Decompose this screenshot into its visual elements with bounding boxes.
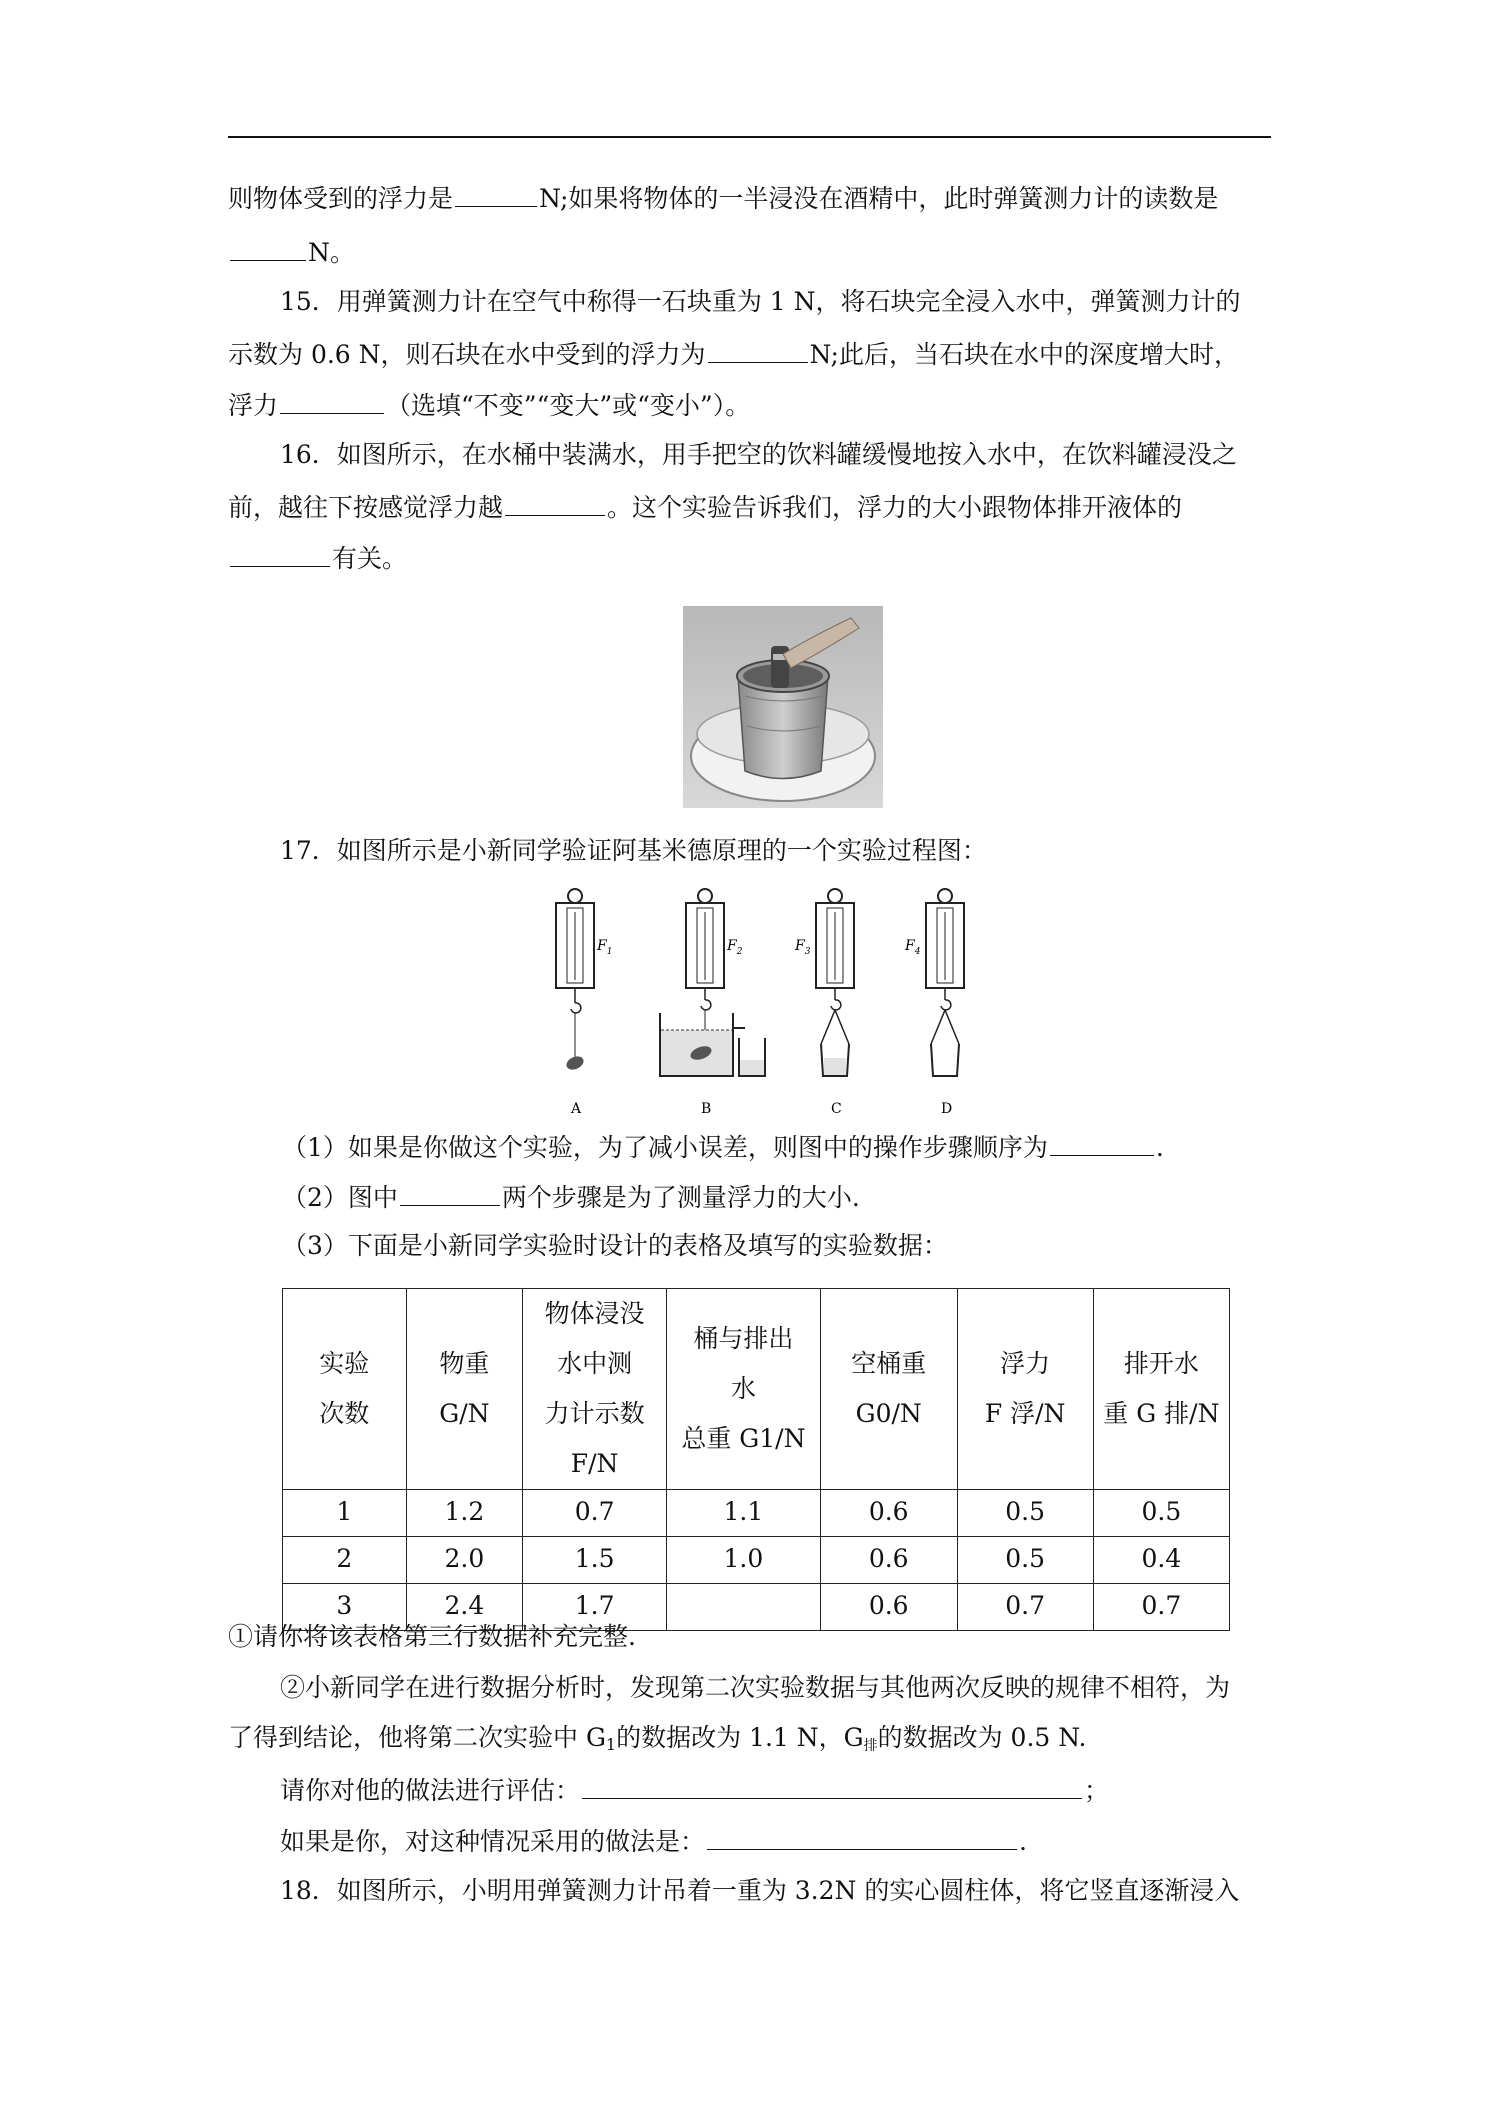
table-cell: 1.0 [666,1537,820,1584]
header-cell: 物重 G/N [406,1289,523,1490]
answer-blank[interactable] [708,338,808,363]
step-label-c: C [831,1101,842,1117]
q16-line-3 [228,542,407,574]
q17-part3: （3）下面是小新同学实验时设计的表格及填写的实验数据： [282,1231,948,1260]
subscript: 1 [605,1735,617,1754]
table-cell: 1.5 [523,1537,667,1584]
text: . [1019,1827,1027,1856]
q15-line-3 [228,389,750,421]
table-cell: 0.5 [957,1537,1093,1584]
answer-blank[interactable] [707,1825,1017,1850]
text: 前，越往下按感觉浮力越 [228,493,504,522]
bucket-photo [683,606,883,808]
text: ； [1084,1776,1110,1805]
step-label-b: B [701,1101,712,1117]
table-cell: 0.6 [820,1584,957,1631]
table-cell-empty[interactable] [666,1584,820,1631]
table-cell: 1.2 [406,1490,523,1537]
header-cell: 桶与排出 水 总重 G1/N [666,1289,820,1490]
header-cell: 空桶重 G0/N [820,1289,957,1490]
answer-blank[interactable] [230,542,330,567]
text: （2）图中 [282,1183,398,1212]
table-cell: 0.7 [1093,1584,1229,1631]
q16-line-1: 16．如图所示，在水桶中装满水，用手把空的饮料罐缓慢地按入水中，在饮料罐浸没之 [280,440,1237,469]
text: 示数为 0.6 N，则石块在水中受到的浮力为 [228,340,706,369]
step-label-a: A [571,1101,582,1117]
scale-a [556,889,612,1117]
header-cell: 排开水 重 G 排/N [1093,1289,1229,1490]
table-cell: 0.4 [1093,1537,1229,1584]
table-cell: 2.4 [406,1584,523,1631]
text: 两个步骤是为了测量浮力的大小. [501,1183,860,1212]
q17-part1 [282,1131,1164,1163]
text: 则物体受到的浮力是 [228,184,454,213]
answer-blank[interactable] [400,1181,500,1206]
force-label-f3: $F_3$ [795,938,811,957]
q14-line-2 [228,236,355,268]
text: 有关。 [332,544,408,573]
text: 了得到结论，他将第二次实验中 G [228,1723,606,1752]
table-cell: 0.5 [957,1490,1093,1537]
force-label-f1: $F_1$ [597,938,613,957]
table-cell: 1.7 [523,1584,667,1631]
force-label-f4: $F_4$ [905,938,921,957]
method-line [280,1825,1027,1857]
scale-d [904,889,964,1117]
note-1: ①请你将该表格第三行数据补充完整. [228,1622,636,1651]
header-cell: 浮力 F 浮/N [957,1289,1093,1490]
header-cell: 实验 次数 [283,1289,407,1490]
table-cell: 3 [283,1584,407,1631]
note-2-line-1: ②小新同学在进行数据分析时，发现第二次实验数据与其他两次反映的规律不相符，为 [280,1673,1231,1702]
text: . [1155,1133,1164,1162]
text: （1）如果是你做这个实验，为了减小误差，则图中的操作步骤顺序为 [282,1133,1048,1162]
answer-blank[interactable] [505,491,605,516]
q15-line-2 [228,338,1239,370]
text: N;如果将物体的一半浸没在酒精中，此时弹簧测力计的读数是 [539,184,1219,213]
q16-line-2 [228,491,1182,523]
header-rule [228,136,1271,138]
text: 的数据改为 0.5 N. [877,1723,1087,1752]
subscript: 排 [863,1738,878,1754]
table-cell: 0.7 [523,1490,667,1537]
answer-blank[interactable] [455,182,537,207]
answer-blank[interactable] [280,389,384,414]
text: （选填“不变”“变大”或“变小”）。 [386,391,751,420]
force-label-f2: $F_2$ [727,938,743,957]
text: 如果是你，对这种情况采用的做法是： [280,1827,706,1856]
scale-c [794,889,854,1117]
q18-line-1: 18．如图所示，小明用弹簧测力计吊着一重为 3.2N 的实心圆柱体，将它竖直逐渐浸入 [280,1876,1240,1905]
table-cell: 0.6 [820,1537,957,1584]
table-cell: 2 [283,1537,407,1584]
note-2-line-2 [228,1723,1086,1757]
header-cell: 物体浸没 水中测 力计示数 F/N [523,1289,667,1490]
table-cell: 2.0 [406,1537,523,1584]
table-header-row [283,1289,1230,1490]
table-row [283,1490,1230,1537]
text: N。 [308,238,355,267]
table-cell: 0.6 [820,1490,957,1537]
table-cell: 0.5 [1093,1490,1229,1537]
text: N;此后，当石块在水中的深度增大时， [809,340,1239,369]
table-cell: 0.7 [957,1584,1093,1631]
text: 的数据改为 1.1 N，G [616,1723,864,1752]
q17-part2 [282,1181,860,1213]
text: 浮力 [228,391,279,420]
table-cell: 1 [283,1490,407,1537]
spring-scale-figure [535,888,1025,1118]
answer-blank[interactable] [582,1774,1082,1799]
q14-line-1 [228,182,1218,214]
table-cell: 1.1 [666,1490,820,1537]
scale-b [660,889,765,1117]
answer-blank[interactable] [1050,1131,1154,1156]
q15-line-1: 15．用弹簧测力计在空气中称得一石块重为 1 N，将石块完全浸入水中，弹簧测力计的 [280,287,1241,316]
q17-line-1: 17．如图所示是小新同学验证阿基米德原理的一个实验过程图： [280,836,987,865]
text: 请你对他的做法进行评估： [280,1776,581,1805]
text: 。这个实验告诉我们，浮力的大小跟物体排开液体的 [607,493,1183,522]
evaluation-line [280,1774,1109,1806]
table-row [283,1537,1230,1584]
step-label-d: D [941,1101,953,1117]
experiment-table [282,1288,1230,1631]
answer-blank[interactable] [230,236,306,261]
